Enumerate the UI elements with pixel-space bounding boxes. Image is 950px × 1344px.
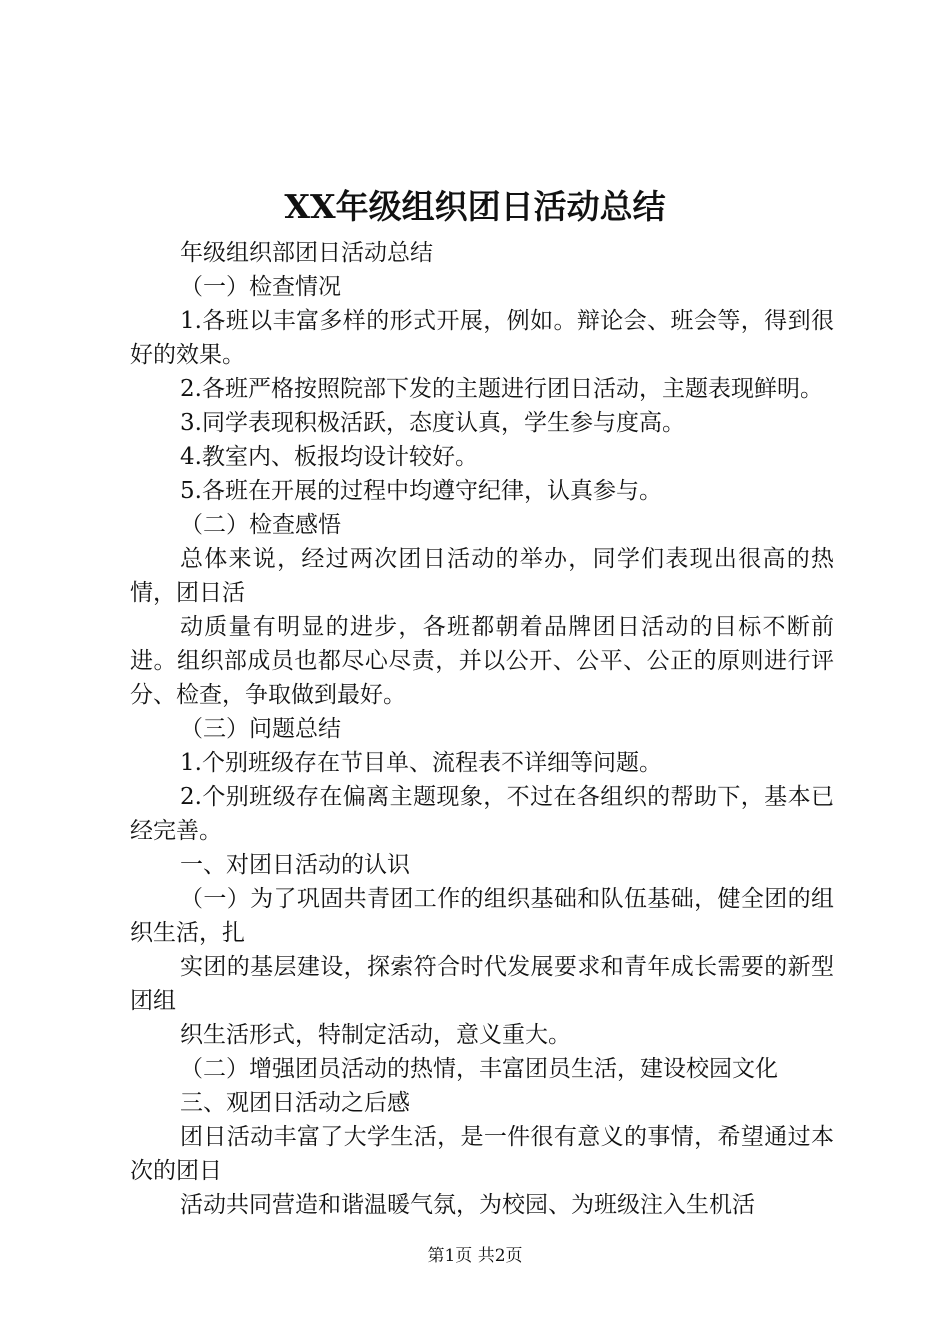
paragraph: 1.个别班级存在节目单、流程表不详细等问题。	[180, 750, 662, 776]
paragraph: 织生活形式，特制定活动，意义重大。	[180, 1022, 571, 1048]
paragraph: （一）为了巩固共青团工作的组织基础和队伍基础，健全团的组织生活，扎	[130, 886, 834, 946]
page-number-footer: 第1页 共2页	[427, 1246, 523, 1266]
document-body	[130, 236, 834, 1222]
paragraph: 总体来说，经过两次团日活动的举办，同学们表现出很高的热情，团日活	[130, 546, 834, 606]
paragraph: 4.教室内、板报均设计较好。	[180, 444, 478, 470]
paragraph: 动质量有明显的进步，各班都朝着品牌团日活动的目标不断前进。组织部成员也都尽心尽责，并以公开、公平、公正的原则进行评分、检查，争取做到最好。	[130, 614, 834, 708]
paragraph: 3.同学表现积极活跃，态度认真，学生参与度高。	[180, 410, 685, 436]
paragraph: （一）检查情况	[180, 274, 341, 300]
paragraph: 活动共同营造和谐温暖气氛，为校园、为班级注入生机活	[180, 1192, 755, 1218]
paragraph: 团日活动丰富了大学生活，是一件很有意义的事情，希望通过本次的团日	[130, 1124, 834, 1184]
paragraph: （三）问题总结	[180, 716, 341, 742]
paragraph: （二）检查感悟	[180, 512, 341, 538]
paragraph: 1.各班以丰富多样的形式开展，例如。辩论会、班会等，得到很好的效果。	[130, 308, 834, 368]
paragraph: 年级组织部团日活动总结	[180, 240, 433, 266]
document-title: XX年级组织团日活动总结	[284, 187, 666, 226]
paragraph: 5.各班在开展的过程中均遵守纪律，认真参与。	[180, 478, 662, 504]
paragraph: 实团的基层建设，探索符合时代发展要求和青年成长需要的新型团组	[130, 954, 834, 1014]
paragraph: （二）增强团员活动的热情，丰富团员生活，建设校园文化	[180, 1056, 778, 1082]
paragraph: 2.各班严格按照院部下发的主题进行团日活动，主题表现鲜明。	[180, 376, 823, 402]
paragraph: 三、观团日活动之后感	[180, 1090, 410, 1116]
paragraph: 2.个别班级存在偏离主题现象，不过在各组织的帮助下，基本已经完善。	[130, 784, 834, 844]
paragraph: 一、对团日活动的认识	[180, 852, 410, 878]
